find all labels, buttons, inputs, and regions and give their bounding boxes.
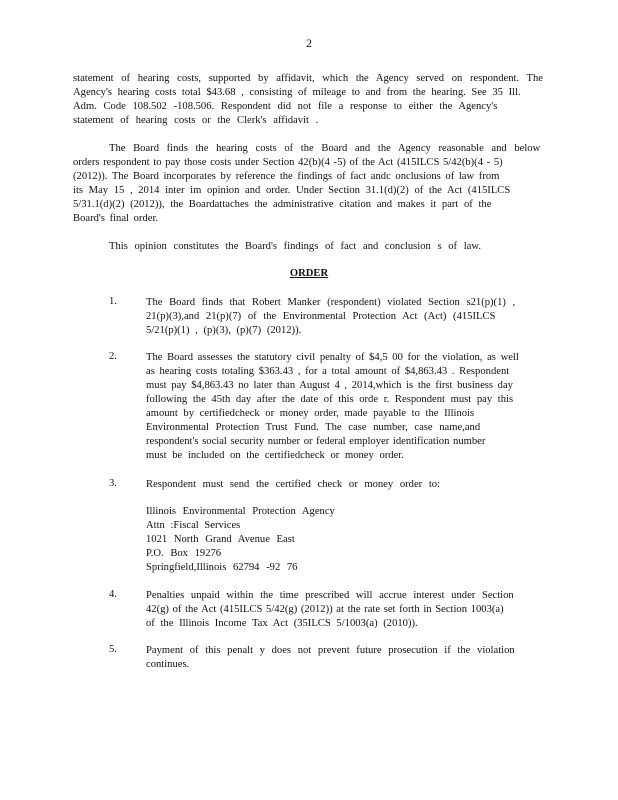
text-line: 21(p)(3),and 21(p)(7) of the Environmental Protection Act (Act) (415ILCS bbox=[146, 311, 496, 322]
address-line: P.O. Box 19276 bbox=[146, 548, 222, 559]
item-number: 5. bbox=[109, 644, 117, 655]
order-heading: ORDER bbox=[289, 268, 329, 279]
order-item-4 bbox=[146, 589, 546, 631]
text-line: The Board assesses the statutory civil penalty of $4,5 00 for the violation, as well bbox=[146, 352, 519, 363]
item-number: 4. bbox=[109, 589, 117, 600]
order-item-2 bbox=[146, 351, 546, 463]
text-line: 5/21(p)(1) , (p)(3), (p)(7) (2012)). bbox=[146, 325, 302, 336]
text-line: as hearing costs totaling $363.43 , for a total amount of $4,863.43 . Respondent bbox=[146, 366, 510, 377]
item-number: 1. bbox=[109, 296, 117, 307]
order-item-3 bbox=[146, 478, 546, 492]
text-line: must be included on the certifiedcheck or money order. bbox=[146, 450, 404, 461]
text-line: This opinion constitutes the Board's findings of fact and conclusion s of law. bbox=[109, 241, 481, 252]
paragraph-board-findings bbox=[73, 142, 539, 226]
text-line: Payment of this penalt y does not prevent future prosecution if the violation bbox=[146, 645, 515, 656]
text-line: following the 45th day after the date of this orde r. Respondent must pay this bbox=[146, 394, 514, 405]
mailing-address bbox=[146, 505, 335, 575]
text-line: Board's final order. bbox=[73, 213, 159, 224]
paragraph-conclusion bbox=[109, 240, 481, 254]
address-line: 1021 North Grand Avenue East bbox=[146, 534, 295, 545]
text-line: must pay $4,863.43 no later than August 4 , 2014,which is the first business day bbox=[146, 380, 513, 391]
text-line: 5/31.1(d)(2) (2012)), the Boardattaches the administrative citation and makes it part of the bbox=[73, 199, 492, 210]
item-number: 3. bbox=[109, 478, 117, 489]
item-number: 2. bbox=[109, 351, 117, 362]
text-line: Environmental Protection Trust Fund. The case number, case name,and bbox=[146, 422, 481, 433]
address-line: Springfield,Illinois 62794 -92 76 bbox=[146, 562, 298, 573]
text-line: Adm. Code 108.502 -108.506. Respondent did not file a response to either the Agency's bbox=[73, 101, 498, 112]
text-line: its May 15 , 2014 inter im opinion and order. Under Section 31.1(d)(2) of the Act (415ILCS bbox=[73, 185, 511, 196]
text-line: 42(g) of the Act (415ILCS 5/42(g) (2012)) at the rate set forth in Section 1003(a) bbox=[146, 604, 504, 615]
order-item-1 bbox=[146, 296, 546, 338]
text-line: (2012)). The Board incorporates by reference the findings of fact andc onclusions of law from bbox=[73, 171, 500, 182]
text-line: amount by certifiedcheck or money order, made payable to the Illinois bbox=[146, 408, 475, 419]
text-line: respondent's social security number or federal employer identification number bbox=[146, 436, 486, 447]
address-line: Attn :Fiscal Services bbox=[146, 520, 241, 531]
paragraph-hearing-costs bbox=[73, 72, 544, 128]
page-number: 2 bbox=[306, 36, 312, 50]
text-line: continues. bbox=[146, 659, 190, 670]
text-line: statement of hearing costs or the Clerk's affidavit . bbox=[73, 115, 319, 126]
text-line: of the Illinois Income Tax Act (35ILCS 5/1003(a) (2010)). bbox=[146, 618, 418, 629]
text-line: Agency's hearing costs total $43.68 , consisting of mileage to and from the hearing. See 35 Ill. bbox=[73, 87, 521, 98]
text-line: orders respondent to pay those costs under Section 42(b)(4 -5) of the Act (415ILCS 5/42(b)(4 - 5) bbox=[73, 157, 503, 168]
text-line: Respondent must send the certified check or money order to: bbox=[146, 479, 441, 490]
text-line: Penalties unpaid within the time prescribed will accrue interest under Section bbox=[146, 590, 514, 601]
address-line: Illinois Environmental Protection Agency bbox=[146, 506, 335, 517]
order-item-5 bbox=[146, 644, 546, 672]
text-line: The Board finds that Robert Manker (respondent) violated Section s21(p)(1) , bbox=[146, 297, 516, 308]
text-line: statement of hearing costs, supported by affidavit, which the Agency served on respondent. The bbox=[73, 73, 544, 84]
text-line: The Board finds the hearing costs of the Board and the Agency reasonable and below bbox=[109, 143, 541, 154]
